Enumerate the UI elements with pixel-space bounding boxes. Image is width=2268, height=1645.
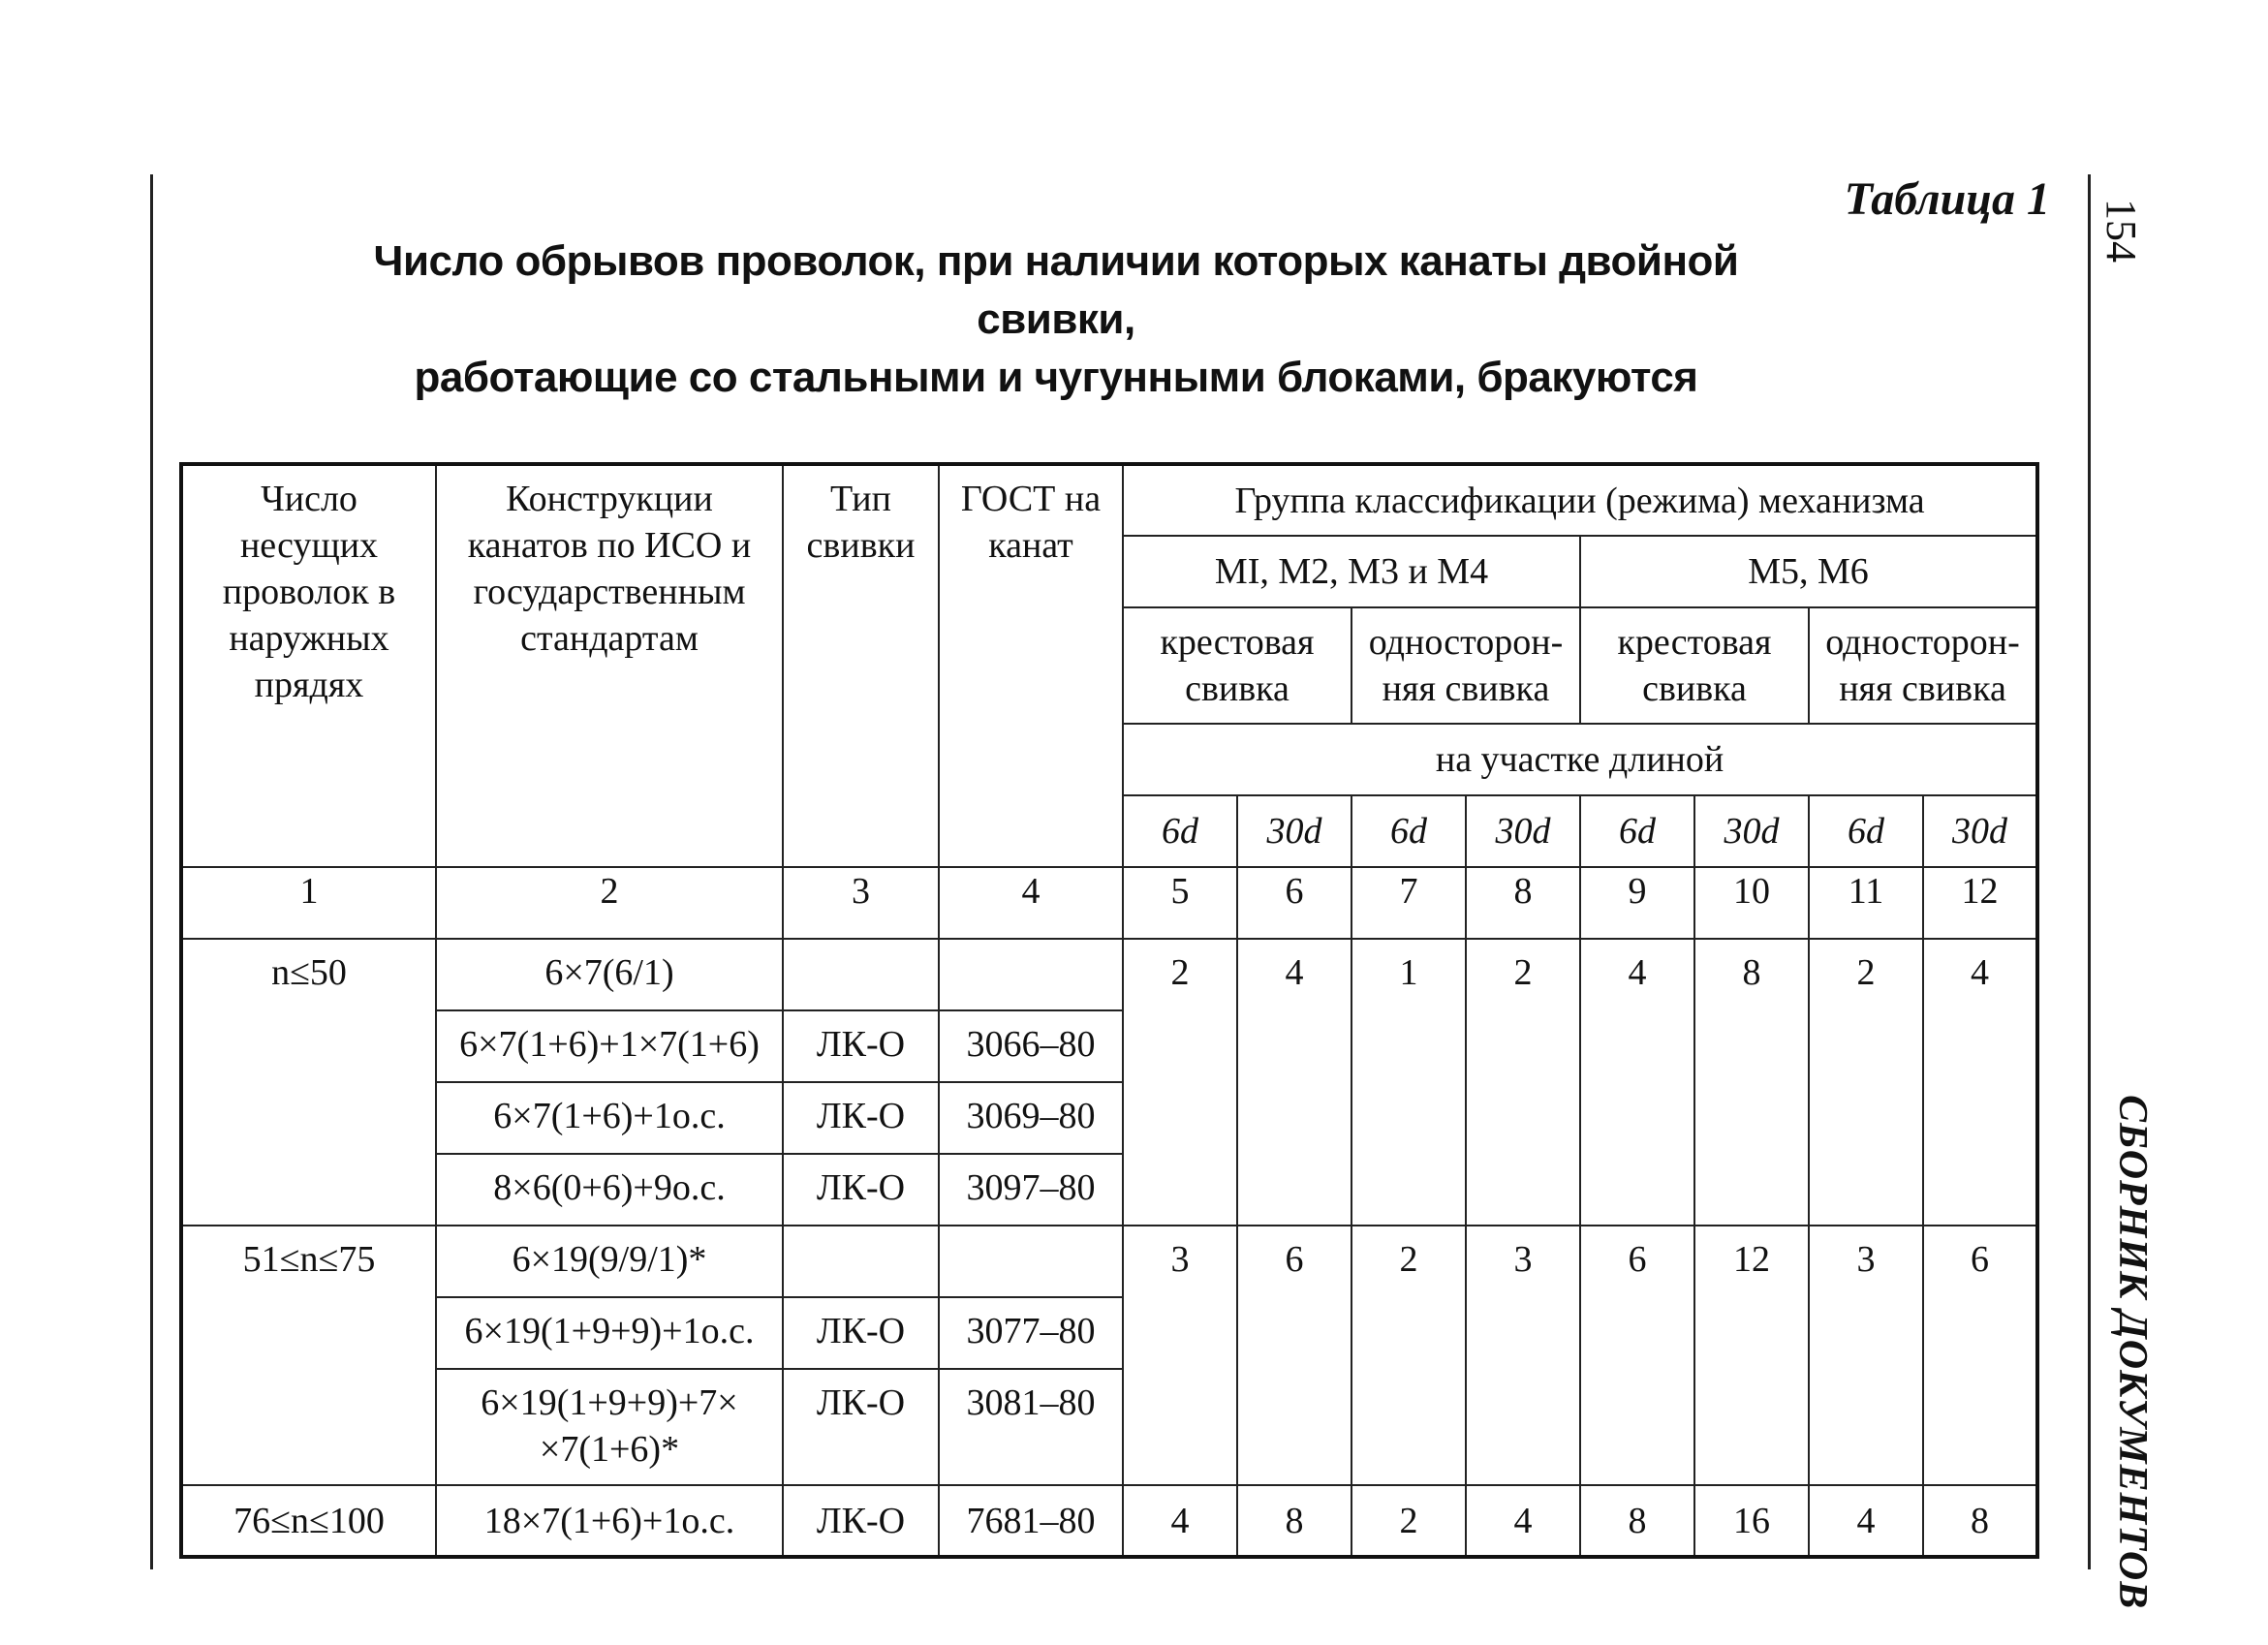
- lay-cell: ЛК-О: [783, 1154, 939, 1226]
- construction-cell: 6×19(9/9/1)*: [436, 1226, 783, 1297]
- lay-cell: ЛК-О: [783, 1082, 939, 1154]
- table-caption: [291, 233, 1821, 407]
- gost-cell: 7681–80: [939, 1485, 1123, 1557]
- value-cell: 1: [1351, 939, 1466, 1226]
- header-lay-type: Тип свивки: [783, 464, 939, 867]
- length-30d: 30d: [1466, 795, 1580, 867]
- value-cell: 3: [1809, 1226, 1923, 1485]
- table-label: Таблица 1: [1844, 173, 2050, 225]
- value-cell: 16: [1694, 1485, 1809, 1557]
- value-cell: 4: [1580, 939, 1694, 1226]
- table-row: [181, 1485, 2037, 1557]
- header-group-m5-m6: M5, M6: [1580, 536, 2037, 607]
- lay-cell: [783, 939, 939, 1010]
- value-cell: 4: [1809, 1485, 1923, 1557]
- wire-count-cell: 51≤n≤75: [181, 1226, 436, 1485]
- column-number-row: [181, 867, 2037, 939]
- header-one-side-lay: односторон-няя свивка: [1809, 607, 2037, 724]
- header-cross-lay: крестовая свивка: [1580, 607, 1809, 724]
- length-30d: 30d: [1923, 795, 2037, 867]
- length-6d: 6d: [1123, 795, 1237, 867]
- construction-cell: 18×7(1+6)+1о.с.: [436, 1485, 783, 1557]
- caption-line-2: работающие со стальными и чугунными блоками, бракуются: [414, 354, 1698, 401]
- value-cell: 6: [1923, 1226, 2037, 1485]
- construction-cell: 6×7(1+6)+1×7(1+6): [436, 1010, 783, 1082]
- value-cell: 2: [1351, 1485, 1466, 1557]
- construction-cell: 8×6(0+6)+9о.с.: [436, 1154, 783, 1226]
- lay-cell: ЛК-О: [783, 1485, 939, 1557]
- value-cell: 3: [1466, 1226, 1580, 1485]
- col-number: 2: [436, 867, 783, 939]
- header-cross-lay: крестовая свивка: [1123, 607, 1351, 724]
- value-cell: 2: [1351, 1226, 1466, 1485]
- col-number: 4: [939, 867, 1123, 939]
- wire-count-cell: n≤50: [181, 939, 436, 1226]
- length-30d: 30d: [1694, 795, 1809, 867]
- value-cell: 2: [1466, 939, 1580, 1226]
- caption-line-1: Число обрывов проволок, при наличии которых канаты двойной свивки,: [373, 237, 1739, 343]
- length-6d: 6d: [1809, 795, 1923, 867]
- value-cell: 2: [1123, 939, 1237, 1226]
- gost-cell: 3069–80: [939, 1082, 1123, 1154]
- col-number: 11: [1809, 867, 1923, 939]
- col-number: 3: [783, 867, 939, 939]
- col-number: 9: [1580, 867, 1694, 939]
- length-30d: 30d: [1237, 795, 1351, 867]
- running-head: СБОРНИК ДОКУМЕНТОВ: [2110, 1095, 2155, 1610]
- value-cell: 2: [1809, 939, 1923, 1226]
- col-number: 1: [181, 867, 436, 939]
- gost-cell: [939, 1226, 1123, 1297]
- value-cell: 4: [1923, 939, 2037, 1226]
- table-row: [181, 1226, 2037, 1297]
- lay-cell: [783, 1226, 939, 1297]
- header-group: Группа классификации (режима) механизма: [1123, 464, 2037, 536]
- gost-cell: 3081–80: [939, 1369, 1123, 1485]
- gost-cell: 3097–80: [939, 1154, 1123, 1226]
- header-group-m1-m4: MI, M2, M3 и M4: [1123, 536, 1580, 607]
- header-construction: Конструкции канатов по ИСО и государственным стандартам: [436, 464, 783, 867]
- right-margin-rule: [2088, 174, 2091, 1569]
- col-number: 7: [1351, 867, 1466, 939]
- value-cell: 4: [1123, 1485, 1237, 1557]
- value-cell: 6: [1580, 1226, 1694, 1485]
- header-gost: ГОСТ на канат: [939, 464, 1123, 867]
- value-cell: 4: [1237, 939, 1351, 1226]
- header-wire-count: Число несущих проволок в наружных прядях: [181, 464, 436, 867]
- col-number: 8: [1466, 867, 1580, 939]
- value-cell: 4: [1466, 1485, 1580, 1557]
- col-number: 5: [1123, 867, 1237, 939]
- wire-count-cell: 76≤n≤100: [181, 1485, 436, 1557]
- value-cell: 8: [1694, 939, 1809, 1226]
- gost-cell: [939, 939, 1123, 1010]
- page-number: 154: [2097, 199, 2145, 263]
- col-number: 6: [1237, 867, 1351, 939]
- value-cell: 8: [1237, 1485, 1351, 1557]
- table-row: [181, 939, 2037, 1010]
- gost-cell: 3077–80: [939, 1297, 1123, 1369]
- gost-cell: 3066–80: [939, 1010, 1123, 1082]
- lay-cell: ЛК-О: [783, 1010, 939, 1082]
- value-cell: 3: [1123, 1226, 1237, 1485]
- left-margin-rule: [150, 174, 153, 1569]
- value-cell: 12: [1694, 1226, 1809, 1485]
- col-number: 10: [1694, 867, 1809, 939]
- value-cell: 8: [1923, 1485, 2037, 1557]
- construction-cell: 6×7(6/1): [436, 939, 783, 1010]
- value-cell: 6: [1237, 1226, 1351, 1485]
- header-segment-length: на участке длиной: [1123, 724, 2037, 795]
- lay-cell: ЛК-О: [783, 1297, 939, 1369]
- value-cell: 8: [1580, 1485, 1694, 1557]
- length-6d: 6d: [1580, 795, 1694, 867]
- construction-cell: 6×19(1+9+9)+7× ×7(1+6)*: [436, 1369, 783, 1485]
- construction-cell: 6×7(1+6)+1о.с.: [436, 1082, 783, 1154]
- wire-breaks-table: [179, 462, 2039, 1559]
- col-number: 12: [1923, 867, 2037, 939]
- lay-cell: ЛК-О: [783, 1369, 939, 1485]
- construction-cell: 6×19(1+9+9)+1о.с.: [436, 1297, 783, 1369]
- length-6d: 6d: [1351, 795, 1466, 867]
- header-one-side-lay: односторон-няя свивка: [1351, 607, 1580, 724]
